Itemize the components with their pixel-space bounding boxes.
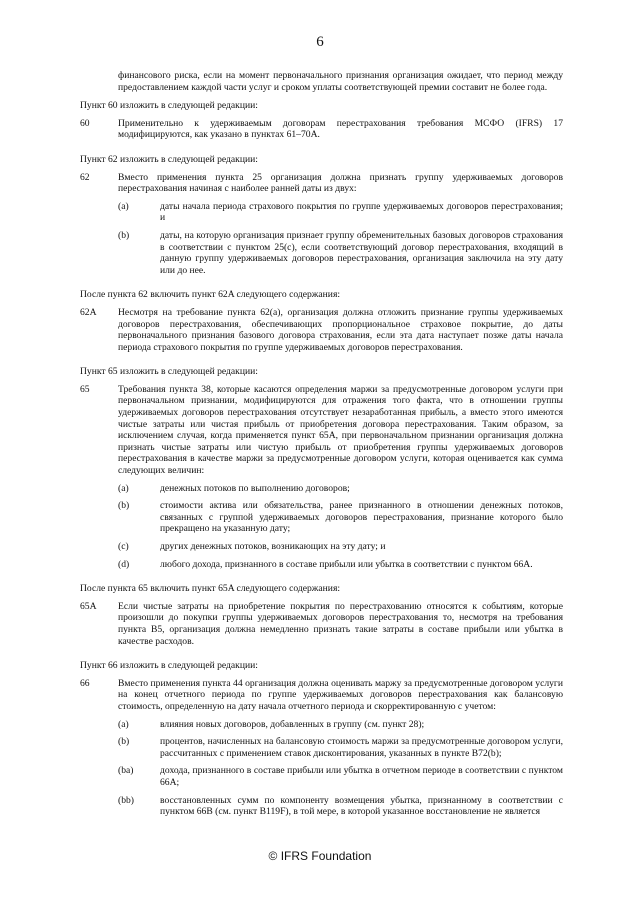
paragraph-62 <box>80 172 563 283</box>
paragraph-65a <box>80 601 563 653</box>
paragraph-text: Применительно к удерживаемым договорам перестрахования требования МСФО (IFRS) 17 модифицируются, как указано в пунктах 61–70A. <box>118 117 563 141</box>
paragraph-60 <box>80 118 563 147</box>
list-item-text: любого дохода, признанного в составе прибыли или убытка в соответствии с пунктом 66A. <box>160 558 533 570</box>
list-item-text: стоимости актива или обязательства, ранее признанного в отношении денежных потоков, связанных с группой удерживаемых договоров перестрахования, признание которого было прекращено на указанную дату; <box>160 500 563 535</box>
list-item-label: (d) <box>118 558 130 570</box>
paragraph-number: 62 <box>80 171 90 183</box>
amendment-instruction-66: Пункт 66 изложить в следующей редакции: <box>80 660 258 672</box>
paragraph-text: Вместо применения пункта 44 организация должна оценивать маржу за предусмотренные договором услуги на конец отчетного периода по группе удерживаемых договоров перестрахования как балансовую стоимость, определенную на дату начала отчетного периода и скорректированную с учетом: <box>118 677 563 712</box>
copyright-footer: © IFRS Foundation <box>268 849 372 863</box>
amendment-instruction-62: Пункт 62 изложить в следующей редакции: <box>80 153 258 165</box>
list-item-text: дохода, признанного в составе прибыли или убытка в отчетном периоде в соответствии с пунктом 66A; <box>160 765 563 788</box>
paragraph-66 <box>80 678 563 824</box>
amendment-instruction-65a: После пункта 65 включить пункт 65A следующего содержания: <box>80 583 341 595</box>
list-item-text: восстановленных сумм по компоненту возмещения убытка, признанному в соответствии с пунктом 66B (см. пункт B119F), в той мере, в которой указанное восстановление не является <box>160 794 563 818</box>
list-item-text: других денежных потоков, возникающих на эту дату; и <box>160 541 386 552</box>
amendment-instruction-60: Пункт 60 изложить в следующей редакции: <box>80 100 258 112</box>
amendment-instruction-62a: После пункта 62 включить пункт 62A следующего содержания: <box>80 289 341 301</box>
list-item-label: (bb) <box>118 794 134 806</box>
list-item <box>118 201 563 224</box>
list-item-text: даты начала периода страхового покрытия по группе удерживаемых договоров перестрахования; и <box>160 200 563 224</box>
paragraph-text: Вместо применения пункта 25 организация должна признать группу удерживаемых договоров перестрахования начиная с наиболее ранней даты из двух: <box>118 171 563 195</box>
paragraph-body <box>118 118 563 147</box>
list-item-text: денежных потоков по выполнению договоров; <box>160 482 350 494</box>
paragraph-body <box>118 172 563 283</box>
paragraph-body <box>118 384 563 576</box>
continued-paragraph-text: финансового риска, если на момент первоначального признания организация ожидает, что период между предоставлением каждой части услуг и сроком уплаты соответствующей премии составит не более года. <box>118 70 563 93</box>
paragraph-62a <box>80 307 563 359</box>
list-item <box>118 500 563 535</box>
list-item <box>118 230 563 276</box>
paragraph-number: 65 <box>80 383 90 395</box>
list-item-label: (a) <box>118 718 129 730</box>
paragraph-number: 66 <box>80 677 90 689</box>
paragraph-text: Требования пункта 38, которые касаются определения маржи за предусмотренные договором услуги при первоначальном признании, модифицируются для отражения того факта, что в отношении группы удерживаемых договоров перестрахования отсутствует незаработанная прибыль, а вместо этого имеются чистые затраты или чистая прибыль от приобретения договора перестрахования. Таким образом, за исключением случая, когда применяется пункт 65A, при первоначальном признании организация должна признать чистые затраты или чистую прибыль от приобретения группы удерживаемых договоров перестрахования в качестве маржи за предусмотренные договором услуги, которая оценивается как сумма следующих величин: <box>118 383 563 477</box>
list-item <box>118 736 563 759</box>
paragraph-text: Несмотря на требование пункта 62(a), организация должна отложить признание группы удерживаемых договоров перестрахования, обеспечивающих пропорциональное страховое покрытие, до даты первоначального признания базового договора страхования, если эта дата наступает позже даты начала периода страхового покрытия по группе удерживаемых договоров перестрахования. <box>118 306 563 353</box>
list-item <box>118 541 563 553</box>
list-item-text: даты, на которую организация признает группу обременительных базовых договоров страхования в соответствии с пунктом 25(c), если соответствующий договор перестрахования, входящий в данную группу удерживаемых договоров перестрахования, организация заключила на эту дату или до нее. <box>160 229 563 276</box>
list-item-label: (a) <box>118 200 129 212</box>
list-item <box>118 559 563 571</box>
paragraph-text: Если чистые затраты на приобретение покрытия по перестрахованию относятся к событиям, которые произошли до покупки группы удерживаемых договоров перестрахования то, несмотря на требования пункта B5, организация должна немедленно признать такие затраты в составе прибыли или убытка в качестве расходов. <box>118 600 563 647</box>
amendment-instruction-65: Пункт 65 изложить в следующей редакции: <box>80 366 258 378</box>
paragraph-body <box>118 307 563 359</box>
paragraph-number: 65A <box>80 600 97 612</box>
document-body <box>80 70 563 831</box>
list-item-text: процентов, начисленных на балансовую стоимость маржи за предусмотренные договором услуги, рассчитанных с применением ставок дисконтирования, указанных в пункте B72(b); <box>160 736 563 759</box>
list-item <box>118 483 563 495</box>
list-item <box>118 795 563 818</box>
list-item-label: (c) <box>118 541 129 552</box>
list-item-text: влияния новых договоров, добавленных в группу (см. пункт 28); <box>160 718 425 730</box>
list-item <box>118 719 563 731</box>
list-item-label: (ba) <box>118 765 134 777</box>
paragraph-number: 62A <box>80 306 97 318</box>
list-item-label: (a) <box>118 482 129 494</box>
paragraph-number: 60 <box>80 117 90 129</box>
list-item-label: (b) <box>118 736 130 748</box>
list-item-label: (b) <box>118 229 130 241</box>
list-item <box>118 765 563 788</box>
paragraph-body <box>118 678 563 824</box>
paragraph-65 <box>80 384 563 576</box>
page-number: 6 <box>316 34 324 50</box>
list-item-label: (b) <box>118 500 130 512</box>
paragraph-body <box>118 601 563 653</box>
